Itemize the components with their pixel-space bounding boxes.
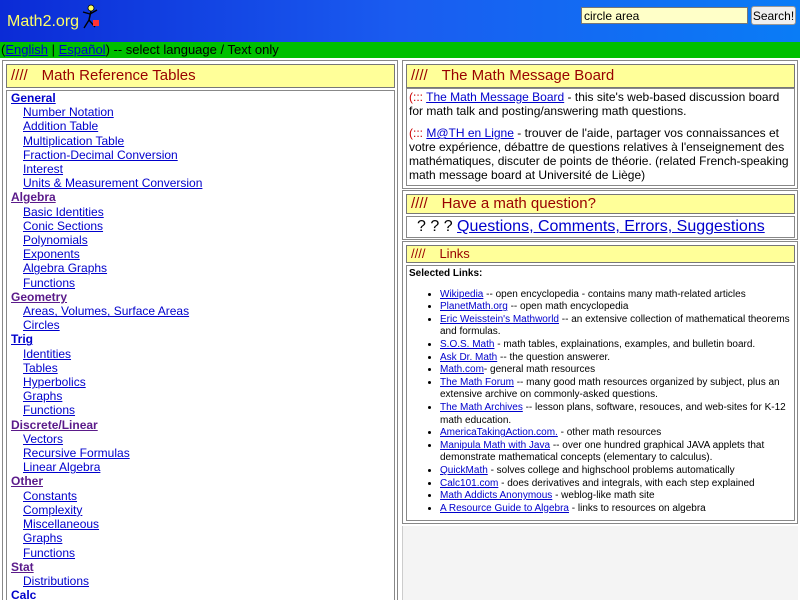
category-link[interactable]: Geometry: [11, 289, 68, 304]
link-description: -- lesson plans, software, resouces, and web-sites for K-12 math education.: [440, 401, 786, 426]
link-description: -- many good math resources organized by subject, plus an extensive archive on commonly-asked questions.: [440, 376, 780, 401]
reference-table-link[interactable]: Functions: [23, 545, 76, 560]
reference-table-link[interactable]: Interest: [23, 162, 64, 177]
reference-table-link[interactable]: Distributions: [23, 573, 90, 588]
link-description: - other math resources: [557, 427, 662, 439]
search-input[interactable]: [581, 7, 748, 24]
reference-tables-panel: [2, 60, 398, 600]
link-description: - solves college and highschool problems automatically: [487, 464, 735, 476]
site-logo[interactable]: Math2.org: [7, 13, 80, 30]
message-board-entry: [409, 90, 792, 118]
message-board-title: The Math Message Board: [441, 67, 615, 84]
header-slashes: ////: [411, 195, 428, 212]
math-question-panel: [402, 190, 798, 240]
selected-links-list: [409, 289, 792, 516]
question-marks: ? ? ?: [417, 218, 458, 235]
category-link[interactable]: Discrete/Linear: [11, 417, 98, 432]
math-question-title: Have a math question?: [441, 195, 596, 212]
external-link[interactable]: The Math Forum: [440, 376, 514, 388]
external-link[interactable]: AmericaTakingAction.com.: [440, 427, 558, 439]
langbar-rest: ) -- select language / Text only: [105, 42, 279, 57]
selected-links-label: Selected Links:: [409, 268, 483, 279]
empty-area: [402, 526, 798, 600]
external-link[interactable]: Math.com: [440, 364, 484, 376]
links-body: [406, 265, 795, 521]
reference-table-link[interactable]: Multiplication Table: [23, 133, 125, 148]
external-link[interactable]: QuickMath: [440, 464, 488, 476]
reference-table-link[interactable]: Fraction-Decimal Conversion: [23, 147, 178, 162]
reference-table-link[interactable]: Areas, Volumes, Surface Areas: [23, 304, 190, 319]
external-link[interactable]: Eric Weisstein's Mathworld: [440, 313, 559, 325]
reference-table-link[interactable]: Functions: [23, 275, 76, 290]
link-description: -- an extensive collection of mathematical theorems and formulas.: [440, 313, 790, 338]
list-item: [440, 314, 792, 339]
message-board-body: [406, 88, 795, 186]
reference-table-link[interactable]: Tables: [23, 360, 58, 375]
link-description: -- open encyclopedia - contains many math-related articles: [483, 288, 746, 300]
entry-description: - this site's web-based discussion board for math talk and posting/answering math questions.: [409, 90, 780, 118]
link-description: - weblog-like math site: [552, 490, 655, 502]
list-item: [440, 402, 792, 427]
list-item: [440, 377, 792, 402]
list-item: [440, 465, 792, 478]
list-item: [440, 289, 792, 302]
links-header: [406, 245, 795, 263]
entry-description: - trouver de l'aide, partager vos connaissances et votre expérience, débattre de questions relatives à l'enseignement des mathématiques, discuter de points de théorie. (related French-speaking math message board at Université de Liège): [409, 126, 789, 182]
list-item: [440, 352, 792, 365]
reference-table-link[interactable]: Recursive Formulas: [23, 446, 130, 461]
link-description: - links to resources on algebra: [568, 502, 706, 514]
header-slashes: ////: [411, 67, 428, 84]
language-bar: [0, 42, 800, 58]
reference-table-link[interactable]: Algebra Graphs: [23, 261, 108, 276]
message-board-header: [406, 64, 795, 88]
langbar-sep: |: [47, 42, 59, 57]
reference-table-link[interactable]: Miscellaneous: [23, 517, 100, 532]
english-link[interactable]: English: [5, 42, 48, 57]
category-link[interactable]: Algebra: [11, 190, 56, 205]
espanol-link[interactable]: Español: [58, 42, 106, 57]
list-item: [440, 339, 792, 352]
message-board-entry: [409, 126, 792, 182]
entry-prefix: (:::: [409, 90, 427, 104]
link-description: -- the question answerer.: [497, 351, 611, 363]
math-en-ligne-link[interactable]: M@TH en Ligne: [426, 126, 514, 140]
reference-table-link[interactable]: Exponents: [23, 247, 80, 262]
reference-table-link[interactable]: Graphs: [23, 389, 63, 404]
external-link[interactable]: PlanetMath.org: [440, 301, 508, 313]
langbar-open: (: [1, 42, 6, 57]
reference-tables-title: Math Reference Tables: [41, 67, 196, 84]
external-link[interactable]: Calc101.com: [440, 477, 499, 489]
reference-table-link[interactable]: Linear Algebra: [23, 460, 101, 475]
link-description: -- over one hundred graphical JAVA applets that demonstrate mathematical concepts (elementary to calculus).: [440, 439, 765, 464]
reference-tables-list: [6, 90, 395, 600]
reference-table-link[interactable]: Conic Sections: [23, 218, 104, 233]
list-item: [440, 490, 792, 503]
category-link[interactable]: Other: [11, 474, 44, 489]
link-description: -- open math encyclopedia: [507, 301, 629, 313]
list-item: [440, 364, 792, 377]
links-title: Links: [439, 246, 470, 261]
reference-table-link[interactable]: Vectors: [23, 431, 64, 446]
reference-table-link[interactable]: Complexity: [23, 502, 83, 517]
list-item: [440, 478, 792, 491]
external-link[interactable]: Math Addicts Anonymous: [440, 490, 553, 502]
stick-figure-icon: [80, 4, 102, 30]
list-item: [440, 440, 792, 465]
list-item: [440, 301, 792, 314]
reference-table-link[interactable]: Hyperbolics: [23, 375, 86, 390]
reference-table-link[interactable]: Constants: [23, 488, 78, 503]
category-link[interactable]: Trig: [11, 332, 34, 347]
external-link[interactable]: Ask Dr. Math: [440, 351, 498, 363]
reference-table-link[interactable]: Graphs: [23, 531, 63, 546]
header-slashes: ////: [411, 246, 426, 261]
link-description: - general math resources: [483, 364, 596, 376]
math-question-header: [406, 194, 795, 214]
reference-tables-header: [6, 64, 395, 88]
reference-table-link[interactable]: Identities: [23, 346, 72, 361]
links-panel: [402, 241, 798, 524]
math-message-board-link[interactable]: The Math Message Board: [426, 90, 565, 104]
external-link[interactable]: The Math Archives: [440, 401, 523, 413]
external-link[interactable]: Wikipedia: [440, 288, 484, 300]
questions-comments-link[interactable]: Questions, Comments, Errors, Suggestions: [457, 218, 765, 235]
entry-prefix: (:::: [409, 126, 427, 140]
reference-table-link[interactable]: Basic Identities: [23, 204, 104, 219]
category-link[interactable]: Stat: [11, 559, 34, 574]
list-item: [440, 503, 792, 516]
reference-table-link[interactable]: Polynomials: [23, 233, 88, 248]
site-header: [0, 0, 800, 42]
search-button[interactable]: Search!: [751, 6, 796, 25]
reference-table-link[interactable]: Units & Measurement Conversion: [23, 176, 203, 191]
reference-table-link[interactable]: Number Notation: [23, 105, 114, 120]
link-description: - math tables, explainations, examples, and bulletin board.: [494, 338, 756, 350]
external-link[interactable]: S.O.S. Math: [440, 338, 495, 350]
reference-table-link[interactable]: Circles: [23, 318, 60, 333]
list-item: [440, 427, 792, 440]
message-board-panel: [402, 60, 798, 189]
category-link[interactable]: General: [11, 91, 56, 105]
header-slashes: ////: [11, 67, 28, 84]
reference-table-link[interactable]: Functions: [23, 403, 76, 418]
category-link[interactable]: Calc: [11, 588, 37, 600]
external-link[interactable]: A Resource Guide to Algebra: [440, 502, 569, 514]
reference-table-link[interactable]: Addition Table: [23, 119, 99, 134]
external-link[interactable]: Manipula Math with Java: [440, 439, 551, 451]
math-question-body: [406, 216, 795, 238]
link-description: - does derivatives and integrals, with each step explained: [498, 477, 755, 489]
